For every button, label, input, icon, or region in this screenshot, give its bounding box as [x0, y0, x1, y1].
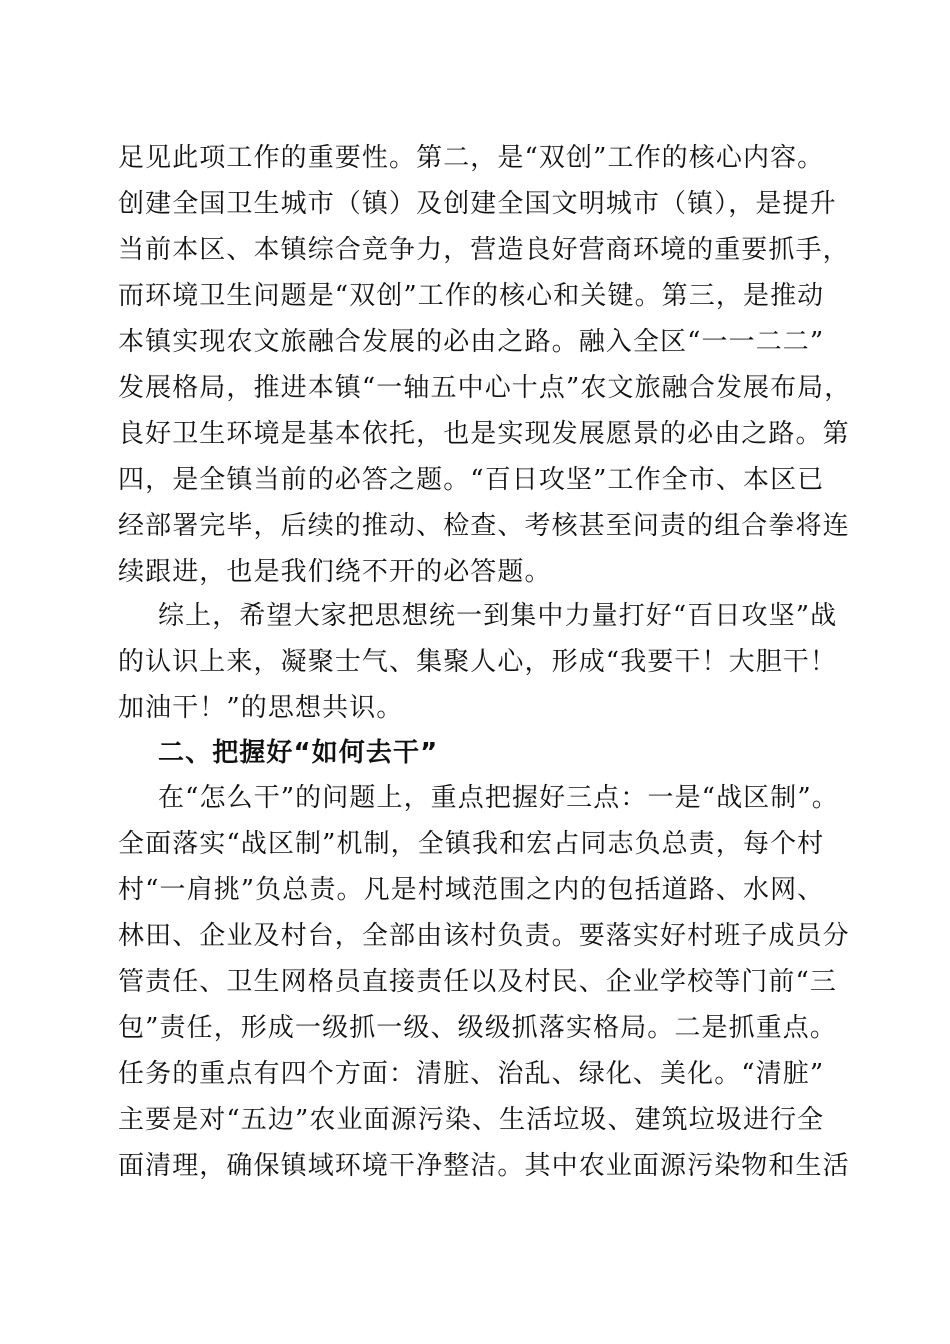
paragraph-line: 续跟进，也是我们绕不开的必答题。 [118, 557, 552, 587]
paragraph-line: 村“一肩挑”负总责。凡是村域范围之内的包括道路、水网、 [118, 875, 825, 905]
paragraph-line: 发展格局，推进本镇“一轴五中心十点”农文旅融合发展布局， [118, 373, 852, 403]
paragraph-line: 四，是全镇当前的必答之题。“百日攻坚”工作全市、本区已 [118, 465, 825, 495]
paragraph-line: 管责任、卫生网格员直接责任以及村民、企业学校等门前“三 [118, 967, 837, 997]
paragraph-line: 足见此项工作的重要性。第二，是“双创”工作的核心内容。 [118, 143, 825, 173]
paragraph-line: 包”责任，形成一级抓一级、级级抓落实格局。二是抓重点。 [118, 1013, 837, 1043]
paragraph-line: 全面落实“战区制”机制，全镇我和宏占同志负总责，每个村 [118, 829, 825, 859]
paragraph-line: 林田、企业及村台，全部由该村负责。要落实好村班子成员分 [118, 921, 850, 951]
paragraph-line: 主要是对“五边”农业面源污染、生活垃圾、建筑垃圾进行全 [118, 1105, 825, 1135]
paragraph-line: 创建全国卫生城市（镇）及创建全国文明城市（镇），是提升 [118, 189, 837, 219]
paragraph-line: 良好卫生环境是基本依托，也是实现发展愿景的必由之路。第 [118, 419, 850, 449]
paragraph-line: 加油干！”的思想共识。 [118, 693, 404, 723]
paragraph-line: 本镇实现农文旅融合发展的必由之路。融入全区“一一二二” [118, 327, 825, 357]
paragraph-line: 任务的重点有四个方面：清脏、治乱、绿化、美化。“清脏” [118, 1059, 825, 1089]
paragraph-line: 的认识上来，凝聚士气、集聚人心，形成“我要干！大胆干！ [118, 647, 837, 677]
paragraph-line: 在“怎么干”的问题上，重点把握好三点：一是“战区制”。 [158, 783, 839, 813]
paragraph-line: 综上，希望大家把思想统一到集中力量打好“百日攻坚”战 [158, 601, 838, 631]
paragraph-line: 而环境卫生问题是“双创”工作的核心和关键。第三，是推动 [118, 281, 825, 311]
section-heading: 二、把握好“如何去干” [158, 738, 439, 768]
paragraph-line: 面清理，确保镇域环境干净整洁。其中农业面源污染物和生活 [118, 1151, 850, 1181]
paragraph-line: 经部署完毕，后续的推动、检查、考核甚至问责的组合拳将连 [118, 511, 850, 541]
paragraph-line: 当前本区、本镇综合竞争力，营造良好营商环境的重要抓手， [118, 235, 850, 265]
